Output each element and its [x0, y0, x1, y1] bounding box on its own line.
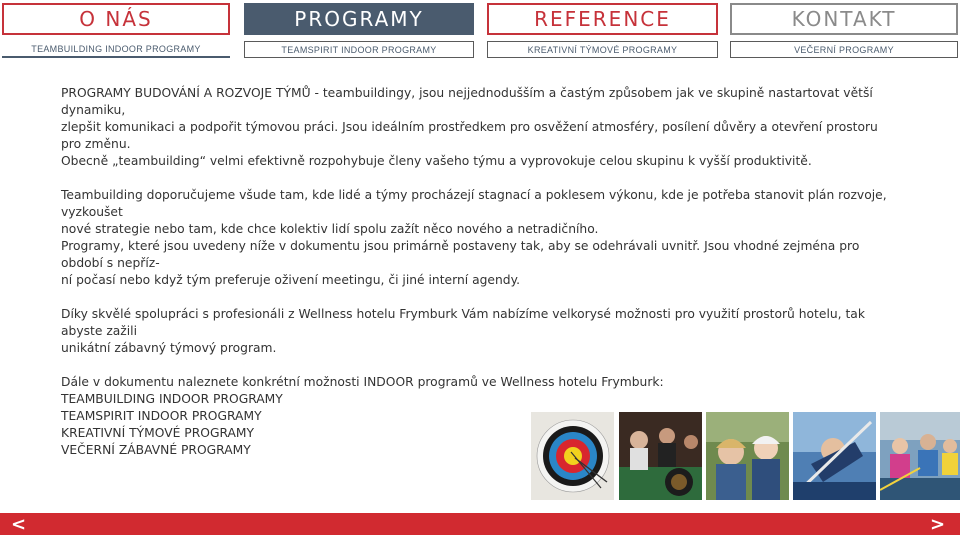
intro-line: zlepšit komunikaci a podpořit týmovou práci. Jsou ideálním prostředkem pro osvěžení atmosféry, posílení důvěry a otevření prostoru pro změnu. — [61, 120, 878, 151]
tab-reference[interactable]: REFERENCE — [487, 3, 718, 35]
recommendation-line: ní počasí nebo když tým preferuje oživení meetingu, či jiné interní agendy. — [61, 273, 521, 287]
hotel-line: Díky skvělé spolupráci s profesionáli z Wellness hotelu Frymburk Vám nabízíme velkorysé možnosti pro využití prostorů hotelu, tak abyste zažili — [61, 307, 865, 338]
photo-casino — [619, 412, 702, 500]
intro-line: PROGRAMY BUDOVÁNÍ A ROZVOJE TÝMŮ - teambuildingy, jsou nejjednodušším a častým způsobem jak ve skupině nastartovat větší dynamiku, — [61, 86, 873, 117]
subtab-teamspirit-indoor[interactable]: TEAMSPIRIT INDOOR PROGRAMY — [244, 41, 474, 58]
photo-helmets — [706, 412, 789, 500]
programs-intro: Dále v dokumentu naleznete konkrétní možnosti INDOOR programů ve Wellness hotelu Frymburk: — [61, 375, 664, 389]
photo-rafting — [880, 412, 960, 500]
hotel-line: unikátní zábavný týmový program. — [61, 341, 277, 355]
program-list-item: VEČERNÍ ZÁBAVNÉ PROGRAMY — [61, 443, 251, 457]
photo-archery-target — [531, 412, 614, 500]
subtab-kreativni-tymove[interactable]: KREATIVNÍ TÝMOVÉ PROGRAMY — [487, 41, 718, 58]
recommendation-line: nové strategie nebo tam, kde chce kolektiv lidí spolu zažít něco nového a netradičního. — [61, 222, 599, 236]
intro-line: Obecně „teambuilding“ velmi efektivně rozpohybuje členy vašeho týmu a vyprovokuje celou skupinu k vyšší produktivitě. — [61, 154, 812, 168]
recommendation-line: Programy, které jsou uvedeny níže v dokumentu jsou primárně postaveny tak, aby se odehrávali uvnitř. Jsou vhodné zejména pro období s nepříz- — [61, 239, 860, 270]
program-list-item: TEAMSPIRIT INDOOR PROGRAMY — [61, 409, 262, 423]
recommendation-line: Teambuilding doporučujeme všude tam, kde lidé a týmy procházejí stagnací a poklesem výkonu, kde je potřeba stanovit plán rozvoje, vyzkoušet — [61, 188, 887, 219]
prev-arrow-icon[interactable]: < — [11, 514, 27, 535]
hotel-paragraph — [61, 306, 901, 357]
program-list-item: TEAMBUILDING INDOOR PROGRAMY — [61, 392, 283, 406]
tab-kontakt[interactable]: KONTAKT — [730, 3, 958, 35]
next-arrow-icon[interactable]: > — [930, 514, 946, 535]
subtab-vecerni[interactable]: VEČERNÍ PROGRAMY — [730, 41, 958, 58]
bottom-navigation-bar — [0, 513, 960, 535]
photo-paddler — [793, 412, 876, 500]
tab-programy[interactable]: PROGRAMY — [244, 3, 474, 35]
subtab-teambuilding-indoor[interactable]: TEAMBUILDING INDOOR PROGRAMY — [2, 41, 230, 58]
photo-strip — [531, 412, 960, 500]
program-list-item: KREATIVNÍ TÝMOVÉ PROGRAMY — [61, 426, 255, 440]
intro-paragraph — [61, 85, 901, 170]
recommendation-paragraph — [61, 187, 901, 289]
tab-o-nas[interactable]: O NÁS — [2, 3, 230, 35]
